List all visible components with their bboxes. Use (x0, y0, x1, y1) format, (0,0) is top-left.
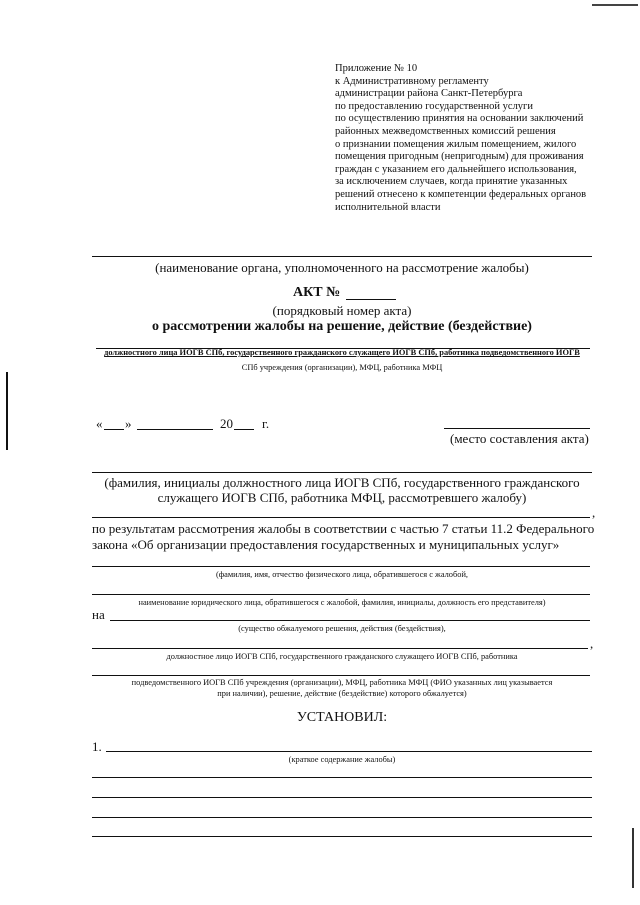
complainant-caption-1: (фамилия, имя, отчество физического лица, обратившегося с жалобой, (215, 570, 469, 579)
established-heading: УСТАНОВИЛ: (296, 710, 388, 725)
date-quote-close: » (125, 416, 132, 431)
year-prefix: 20 (220, 416, 233, 431)
appendix-line: по осуществлению принятия на основании заключений (335, 113, 584, 125)
summary-field-4[interactable] (92, 817, 592, 818)
official-caption-line2: СПб учреждения (организации), МФЦ, работника МФЦ (241, 363, 443, 372)
act-number-caption: (порядковый номер акта) (272, 303, 412, 318)
reviewer-field[interactable] (92, 472, 592, 473)
appendix-line: к Административному регламенту (335, 75, 489, 87)
appendix-line: о признании помещения жилым помещением, жилого (335, 138, 577, 150)
appendix-line: по предоставлению государственной услуги (335, 100, 533, 112)
reviewer-caption-line1: (фамилия, инициалы должностного лица ИОГВ СПб, государственного гражданского (104, 475, 580, 490)
year-field[interactable] (234, 429, 254, 430)
summary-field-1[interactable] (106, 751, 592, 752)
basis-line2: закона «Об организации предоставления государственных и муниципальных услуг» (92, 537, 560, 552)
month-field[interactable] (137, 429, 213, 430)
complainant-field-2[interactable] (92, 594, 590, 595)
appendix-block (335, 63, 605, 214)
official-name-field[interactable] (92, 675, 590, 676)
official-type-caption: должностное лицо ИОГВ СПб, государственного гражданского служащего ИОГВ СПб, работника (166, 652, 518, 661)
year-suffix: г. (262, 416, 270, 431)
appendix-line: исполнительной власти (335, 201, 441, 213)
date-quote-open: « (96, 416, 103, 431)
subject-caption: (существо обжалуемого решения, действия (бездействия), (238, 624, 446, 633)
basis-line1: по результатам рассмотрения жалобы в соответствии с частью 7 статьи 11.2 Федерального (92, 521, 595, 536)
official-caption-line1: должностного лица ИОГВ СПб, государственного гражданского служащего ИОГВ СПб, работника подведомственного ИОГВ (104, 348, 580, 357)
subject-field[interactable] (110, 620, 590, 621)
complainant-field[interactable] (92, 566, 590, 567)
appendix-line: Приложение № 10 (335, 63, 418, 74)
summary-field-3[interactable] (92, 797, 592, 798)
reviewer-caption-line2: служащего ИОГВ СПб, работника МФЦ, рассмотревшего жалобу) (157, 490, 527, 505)
place-field[interactable] (444, 428, 590, 429)
organ-name-caption: (наименование органа, уполномоченного на рассмотрение жалобы) (155, 260, 529, 275)
summary-field-5[interactable] (92, 836, 592, 837)
subject-comma: , (590, 636, 594, 651)
subject-continuation-field[interactable] (92, 648, 588, 649)
official-type-caption-3: при наличии), решение, действие (бездействие) которого обжалуется) (217, 689, 467, 698)
scan-artifact-top (592, 4, 638, 6)
reviewer-comma: , (592, 505, 596, 520)
summary-caption: (краткое содержание жалобы) (288, 755, 396, 764)
official-type-caption-2: подведомственного ИОГВ СПб учреждения (организации), МФЦ, работника МФЦ (ФИО указанных лиц указывается (131, 678, 553, 687)
item-number: 1. (92, 739, 102, 754)
place-caption: (место составления акта) (450, 431, 589, 446)
act-number-field[interactable] (346, 299, 396, 300)
act-title: АКТ № (293, 285, 341, 300)
appendix-line: граждан с указанием его дальнейшего использования, (335, 163, 577, 175)
appendix-line: помещения пригодным (непригодным) для проживания (335, 151, 584, 163)
act-subject: о рассмотрении жалобы на решение, действие (бездействие) (152, 319, 532, 334)
summary-field-2[interactable] (92, 777, 592, 778)
appendix-line: районных межведомственных комиссий решения (335, 125, 556, 137)
complainant-caption-2: наименование юридического лица, обратившегося с жалобой, фамилия, инициалы, должность его представителя) (138, 598, 546, 607)
na-label: на (92, 607, 105, 622)
day-field[interactable] (104, 429, 124, 430)
appendix-line: за исключением случаев, когда принятие указанных (335, 176, 568, 188)
appendix-line: администрации района Санкт-Петербурга (335, 88, 523, 100)
appendix-line: решений отнесено к компетенции федеральных органов (335, 188, 587, 200)
reviewer-continuation-field[interactable] (92, 517, 590, 518)
organ-name-field[interactable] (92, 256, 592, 257)
scan-artifact-left (6, 372, 8, 450)
scan-artifact-right (632, 828, 634, 888)
